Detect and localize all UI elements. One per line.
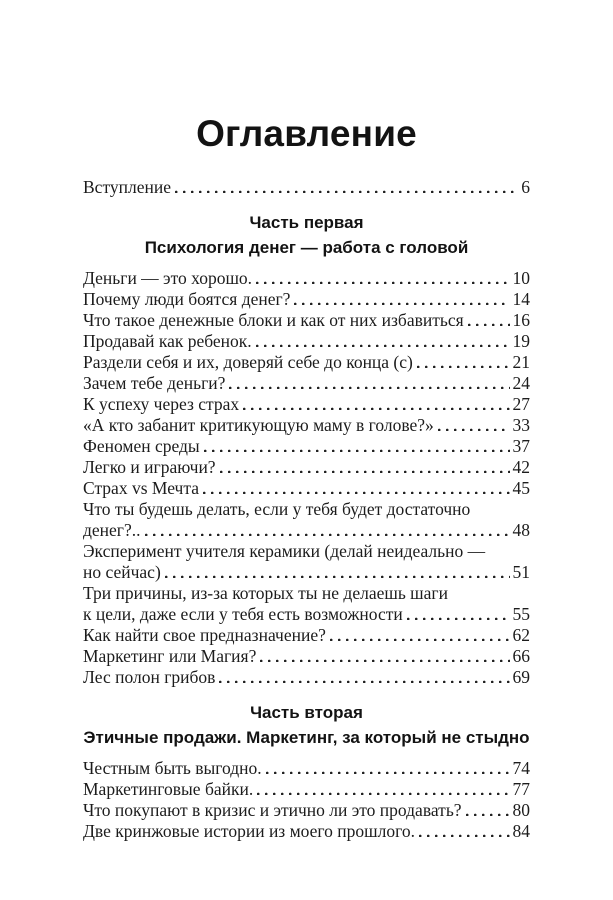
toc-entry-line (83, 779, 530, 800)
toc-entry-page: 14 (512, 289, 530, 309)
part-title: Психология денег — работа с головой (144, 238, 469, 257)
dot-leader (229, 385, 509, 389)
toc-entry-line (83, 457, 530, 478)
part-label: Часть первая (249, 213, 364, 232)
toc-entry-title: Феномен среды (83, 436, 200, 456)
toc-entry (83, 457, 530, 478)
toc-entry-line (83, 520, 530, 541)
dot-leader (145, 532, 510, 536)
toc-entry-page: 24 (512, 373, 530, 393)
toc-entry-line (83, 821, 530, 842)
toc-entry-title: Лес полон грибов (83, 667, 216, 687)
toc-entry (83, 800, 530, 821)
dot-leader (219, 679, 509, 683)
toc-entry (83, 289, 530, 310)
toc-content (83, 0, 530, 842)
toc-entry-line (83, 800, 530, 821)
toc-entry-line (83, 625, 530, 646)
toc-entry-title: Что покупают в кризис и этично ли это продавать? (83, 800, 462, 820)
dot-leader (203, 490, 510, 494)
toc-entry-page: 10 (512, 268, 530, 288)
toc-entry-page: 84 (512, 821, 530, 841)
toc-entry-title: Что такое денежные блоки и как от них избавиться (83, 310, 464, 330)
toc-entry-page: 51 (512, 562, 530, 582)
toc-entry-line (83, 436, 530, 457)
toc-entry (83, 415, 530, 436)
toc-entry-title: Две кринжовые истории из моего прошлого. (83, 821, 415, 841)
toc-entry-title: К успеху через страх (83, 394, 240, 414)
dot-leader (175, 189, 518, 193)
toc-entry-title: но сейчас) (83, 562, 161, 582)
toc-entry (83, 177, 530, 198)
toc-entry-page: 27 (512, 394, 530, 414)
toc-entry-title: Как найти свое предназначение? (83, 625, 326, 645)
toc-entry (83, 436, 530, 457)
dot-leader (419, 833, 510, 837)
toc-entry-line (83, 352, 530, 373)
toc-entry (83, 268, 530, 289)
toc-entry-line (83, 604, 530, 625)
toc-entry (83, 352, 530, 373)
toc-entry (83, 583, 530, 625)
toc-entry (83, 625, 530, 646)
toc-entry-title: Эксперимент учителя керамики (делай неидеально — (83, 541, 486, 561)
dot-leader (266, 770, 510, 774)
toc-entry-page: 6 (521, 177, 530, 197)
toc-entry-line (83, 289, 530, 310)
dot-leader (256, 343, 510, 347)
toc-entry-line (83, 667, 530, 688)
toc-entry-page: 37 (512, 436, 530, 456)
page-title: Оглавление (196, 113, 417, 154)
part-heading (83, 212, 530, 259)
toc-entry (83, 478, 530, 499)
toc-entry-title: Маркетинг или Магия? (83, 646, 257, 666)
toc-entry-line (83, 541, 530, 562)
toc-entry (83, 758, 530, 779)
toc-entry (83, 541, 530, 583)
toc-entry-line (83, 478, 530, 499)
part-heading (83, 702, 530, 749)
dot-leader (330, 637, 510, 641)
dot-leader (468, 322, 510, 326)
toc-entry-line (83, 394, 530, 415)
toc-entry-line (83, 268, 530, 289)
toc-entry-title: Деньги — это хорошо. (83, 268, 253, 288)
part-label: Часть вторая (250, 703, 363, 722)
toc-entry-line (83, 310, 530, 331)
dot-leader (220, 469, 510, 473)
toc-entry-page: 62 (512, 625, 530, 645)
dot-leader (165, 574, 510, 578)
toc-entry (83, 821, 530, 842)
toc-entry-page: 45 (512, 478, 530, 498)
toc-entry-page: 48 (512, 520, 530, 540)
toc-entry (83, 646, 530, 667)
toc-entry (83, 394, 530, 415)
toc-entry-line (83, 373, 530, 394)
toc-entries (83, 268, 530, 688)
toc-entry-line (83, 562, 530, 583)
dot-leader (417, 364, 510, 368)
toc-entry-line (83, 331, 530, 352)
toc-entry-title: Страх vs Мечта (83, 478, 199, 498)
toc-entry-page: 21 (512, 352, 530, 372)
toc-entry-page: 69 (512, 667, 530, 687)
dot-leader (256, 280, 509, 284)
dot-leader (204, 448, 510, 452)
toc-entry-title: денег?.. (83, 520, 141, 540)
toc-entries (83, 758, 530, 842)
dot-leader (438, 427, 510, 431)
dot-leader (243, 406, 509, 410)
toc-entry (83, 331, 530, 352)
toc-entry (83, 310, 530, 331)
toc-entry-page: 66 (512, 646, 530, 666)
toc-entry-title: Три причины, из-за которых ты не делаешь шаги (83, 583, 448, 603)
dot-leader (257, 791, 509, 795)
toc-entry-page: 74 (512, 758, 530, 778)
toc-entry-line (83, 499, 530, 520)
toc-entry-page: 80 (512, 800, 530, 820)
toc-entry (83, 373, 530, 394)
toc-entry-page: 33 (512, 415, 530, 435)
toc-entry-page: 42 (512, 457, 530, 477)
toc-entry-title: Зачем тебе деньги? (83, 373, 226, 393)
toc-entry-line (83, 583, 530, 604)
toc-entry-line (83, 758, 530, 779)
toc-entry (83, 779, 530, 800)
toc-entry-page: 55 (512, 604, 530, 624)
toc-entry-page: 19 (512, 331, 530, 351)
toc-entry-title: Маркетинговые байки. (83, 779, 254, 799)
toc-entry-title: Вступление (83, 177, 171, 197)
toc-entry-line (83, 646, 530, 667)
dot-leader (466, 812, 510, 816)
dot-leader (260, 658, 509, 662)
toc-entry-page: 16 (512, 310, 530, 330)
toc-entry (83, 499, 530, 541)
dot-leader (294, 301, 509, 305)
toc-entry-title: к цели, даже если у тебя есть возможности (83, 604, 403, 624)
toc-entry-title: Продавай как ребенок. (83, 331, 252, 351)
toc-entry-title: Что ты будешь делать, если у тебя будет достаточно (83, 499, 471, 519)
toc (83, 177, 530, 842)
dot-leader (407, 616, 510, 620)
toc-entry-title: Честным быть выгодно. (83, 758, 262, 778)
toc-entry-title: «А кто забанит критикующую маму в голове?» (83, 415, 434, 435)
toc-entry-line (83, 415, 530, 436)
part-title: Этичные продажи. Маркетинг, за который не стыдно (83, 728, 530, 747)
toc-entry-title: Раздели себя и их, доверяй себе до конца (с) (83, 352, 413, 372)
toc-entry-title: Легко и играючи? (83, 457, 216, 477)
toc-entry-page: 77 (512, 779, 530, 799)
toc-entry-line (83, 177, 530, 198)
toc-entry-title: Почему люди боятся денег? (83, 289, 291, 309)
toc-entry (83, 667, 530, 688)
